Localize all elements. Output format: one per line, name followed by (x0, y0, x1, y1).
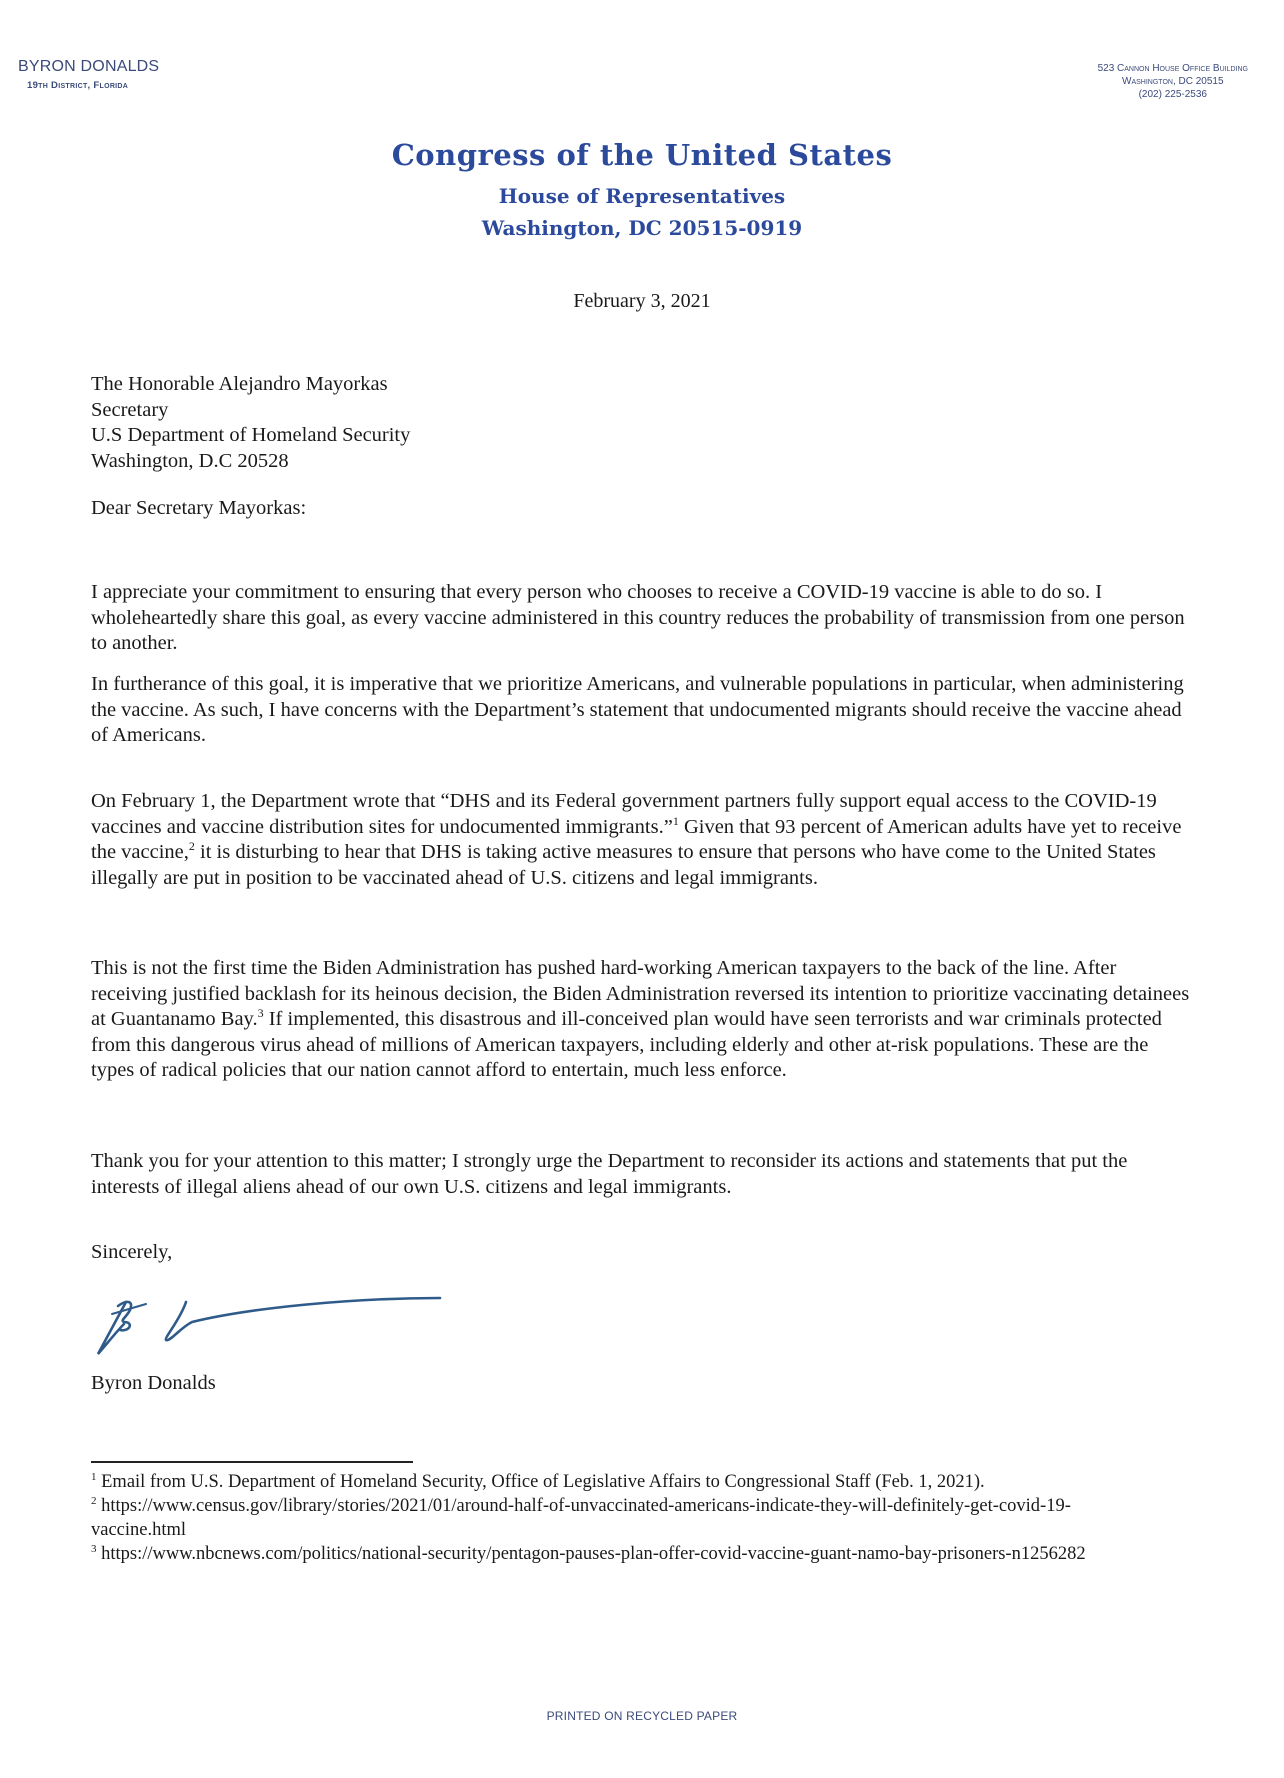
footnote-ref-3: 3 (257, 1006, 264, 1021)
footnote-2 (91, 1494, 1161, 1542)
footnote-mark: 1 (91, 1470, 97, 1483)
letter-date: February 3, 2021 (573, 290, 711, 312)
paragraph-text: it is disturbing to hear that DHS is taking active measures to ensure that persons who have come to the United States illegally are put in position to be vaccinated ahead of U.S. citizens and legal immigrants. (91, 841, 1156, 889)
paragraph-text: Given that 93 percent of American adults have yet to receive the vaccine, (91, 815, 1182, 863)
body-paragraph-3 (91, 789, 1191, 891)
body-paragraph-1: I appreciate your commitment to ensuring that every person who chooses to receive a COVID-19 vaccine is able to do so. I wholeheartedly share this goal, as every vaccine administered in this country reduces the probability of transmission from one person to another. (91, 581, 1185, 654)
closing: Sincerely, (91, 1241, 173, 1263)
masthead (0, 138, 1284, 240)
paragraph-text: This is not the first time the Biden Administration has pushed hard-working American taxpayers to the back of the line. After receiving justified backlash for its heinous decision, the Biden Administration reversed its intention to prioritize vaccinating detainees at Guantanamo Bay. (91, 957, 1190, 1030)
footnote-ref-2: 2 (188, 839, 195, 854)
body-paragraph-5: Thank you for your attention to this matter; I strongly urge the Department to reconsider its actions and statements that put the interests of illegal aliens ahead of our own U.S. citizens and legal immigrants. (91, 1150, 1128, 1198)
masthead-congress: Congress of the United States (391, 138, 893, 172)
recipient-address (91, 372, 1191, 474)
body-paragraph-2: In furtherance of this goal, it is imperative that we prioritize Americans, and vulnerable populations in particular, when administering the vaccine. As such, I have concerns with the Department’s statement that undocumented migrants should receive the vaccine ahead of Americans. (91, 673, 1184, 746)
recycled-paper-notice: PRINTED ON RECYCLED PAPER (546, 1709, 738, 1723)
member-district: 19th District, Florida (27, 80, 129, 91)
letterhead-left (18, 58, 159, 91)
recipient-line: Secretary (91, 398, 169, 421)
footnote-mark: 3 (91, 1542, 97, 1555)
masthead-house: House of Representatives (498, 184, 786, 208)
signature-icon (90, 1280, 470, 1360)
body-paragraph-4 (91, 956, 1191, 1084)
footnote-link[interactable]: https://www.nbcnews.com/politics/national-security/pentagon-pauses-plan-offer-covid-vaccine-guant-namo-bay-prisoners-n1256282 (96, 1544, 1086, 1564)
footnote-link[interactable]: https://www.census.gov/library/stories/2021/01/around-half-of-unvaccinated-americans-indicate-they-will-definitely-get-covid-19-vaccine.html (91, 1496, 1071, 1540)
footnote-divider (91, 1461, 413, 1463)
recipient-line: Washington, D.C 20528 (91, 449, 289, 472)
signer-name: Byron Donalds (91, 1372, 216, 1394)
footnote-mark: 2 (91, 1494, 97, 1507)
masthead-city: Washington, DC 20515-0919 (481, 216, 803, 240)
paragraph-text: If implemented, this disastrous and ill-conceived plan would have seen terrorists and war criminals protected from this dangerous virus ahead of millions of American taxpayers, including elderly and other at-risk populations. These are the types of radical policies that our nation cannot afford to entertain, much less enforce. (91, 1008, 1162, 1081)
office-phone: (202) 225-2536 (1138, 89, 1207, 100)
recipient-line: The Honorable Alejandro Mayorkas (91, 373, 388, 395)
footnote-1 (91, 1470, 1161, 1494)
recipient-line: U.S Department of Homeland Security (91, 424, 411, 446)
paragraph-text: On February 1, the Department wrote that “DHS and its Federal government partners fully support equal access to the COVID-19 vaccines and vaccine distribution sites for undocumented immigrants.” (91, 790, 1157, 838)
salutation: Dear Secretary Mayorkas: (91, 497, 307, 519)
office-city: Washington, DC 20515 (1122, 76, 1224, 87)
footnote-ref-1: 1 (672, 813, 679, 828)
member-name: BYRON DONALDS (18, 58, 160, 75)
footnote-3 (91, 1542, 1161, 1566)
letterhead-right (1098, 62, 1248, 101)
office-address: 523 Cannon House Office Building (1097, 63, 1248, 74)
footnotes (91, 1470, 1161, 1566)
footnote-text: Email from U.S. Department of Homeland Security, Office of Legislative Affairs to Congressional Staff (Feb. 1, 2021). (96, 1472, 985, 1492)
